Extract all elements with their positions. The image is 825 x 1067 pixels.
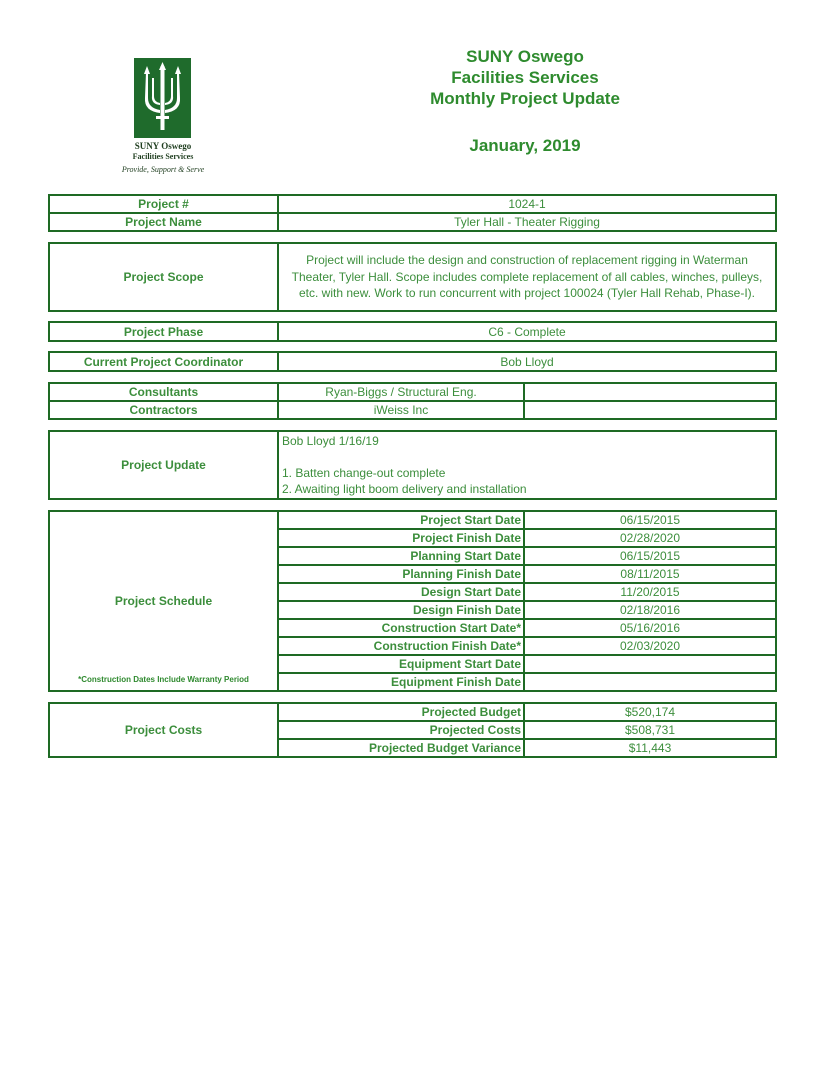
suny-oswego-logo <box>134 58 191 138</box>
schedule-row-label: Construction Start Date* <box>278 619 524 637</box>
schedule-row-label: Design Start Date <box>278 583 524 601</box>
coordinator-value: Bob Lloyd <box>278 352 776 371</box>
schedule-row-label: Project Finish Date <box>278 529 524 547</box>
project-update-label: Project Update <box>49 431 278 499</box>
update-item-1: 1. Batten change-out complete <box>282 466 446 480</box>
consultants-extra <box>524 383 776 401</box>
contractors-extra <box>524 401 776 419</box>
consultants-label: Consultants <box>49 383 278 401</box>
project-name-value: Tyler Hall - Theater Rigging <box>278 213 776 231</box>
header-dept: Facilities Services <box>451 68 599 87</box>
contractors-label: Contractors <box>49 401 278 419</box>
cost-row-label: Projected Budget Variance <box>278 739 524 757</box>
consultants-value: Ryan-Biggs / Structural Eng. <box>278 383 524 401</box>
project-phase-table <box>48 321 777 342</box>
contractors-value: iWeiss Inc <box>278 401 524 419</box>
consultants-table <box>48 382 777 420</box>
schedule-row-label: Planning Start Date <box>278 547 524 565</box>
logo-line1: SUNY Oswego <box>134 141 192 151</box>
project-costs-label: Project Costs <box>49 703 278 757</box>
project-schedule-cell <box>49 511 278 691</box>
project-schedule-label: Project Schedule <box>114 594 213 608</box>
project-update-table <box>48 430 777 500</box>
project-name-label: Project Name <box>49 213 278 231</box>
project-scope-label: Project Scope <box>49 243 278 311</box>
schedule-row-value <box>524 673 776 691</box>
project-phase-value: C6 - Complete <box>278 322 776 341</box>
schedule-row-value: 11/20/2015 <box>524 583 776 601</box>
trident-icon <box>134 58 191 138</box>
project-number-value: 1024-1 <box>278 195 776 213</box>
header-report: Monthly Project Update <box>430 89 620 108</box>
schedule-row-label: Equipment Start Date <box>278 655 524 673</box>
update-author: Bob Lloyd 1/16/19 <box>282 434 379 448</box>
schedule-row-label: Project Start Date <box>278 511 524 529</box>
project-update-value <box>278 431 776 499</box>
project-scope-table <box>48 242 777 312</box>
schedule-row-value: 06/15/2015 <box>524 511 776 529</box>
schedule-row-label: Equipment Finish Date <box>278 673 524 691</box>
project-scope-value: Project will include the design and construction of replacement rigging in Waterman Theater, Tyler Hall. Scope includes complete replacement of all cables, winches, pulleys, etc. with new. Work to run concurrent with project 100024 (Tyler Hall Rehab, Phase-I). <box>278 243 776 311</box>
schedule-row-value <box>524 655 776 673</box>
project-phase-label: Project Phase <box>49 322 278 341</box>
logo-line2: Facilities Services <box>132 152 194 161</box>
schedule-row-value: 02/28/2020 <box>524 529 776 547</box>
project-schedule-table <box>48 510 777 692</box>
coordinator-label: Current Project Coordinator <box>49 352 278 371</box>
logo-tagline: Provide, Support & Serve <box>121 165 205 174</box>
update-item-2: 2. Awaiting light boom delivery and installation <box>282 482 527 496</box>
coordinator-table <box>48 351 777 372</box>
cost-row-value: $508,731 <box>524 721 776 739</box>
header-period: January, 2019 <box>469 136 581 155</box>
cost-row-label: Projected Budget <box>278 703 524 721</box>
project-costs-table <box>48 702 777 758</box>
schedule-note: *Construction Dates Include Warranty Period <box>78 675 249 684</box>
schedule-row-label: Construction Finish Date* <box>278 637 524 655</box>
schedule-row-label: Design Finish Date <box>278 601 524 619</box>
schedule-row-value: 02/18/2016 <box>524 601 776 619</box>
cost-row-value: $11,443 <box>524 739 776 757</box>
cost-row-value: $520,174 <box>524 703 776 721</box>
project-number-label: Project # <box>49 195 278 213</box>
schedule-row-value: 08/11/2015 <box>524 565 776 583</box>
schedule-row-value: 02/03/2020 <box>524 637 776 655</box>
cost-row-label: Projected Costs <box>278 721 524 739</box>
schedule-row-value: 05/16/2016 <box>524 619 776 637</box>
schedule-row-value: 06/15/2015 <box>524 547 776 565</box>
project-id-table <box>48 194 777 232</box>
header-org: SUNY Oswego <box>466 47 584 66</box>
schedule-row-label: Planning Finish Date <box>278 565 524 583</box>
